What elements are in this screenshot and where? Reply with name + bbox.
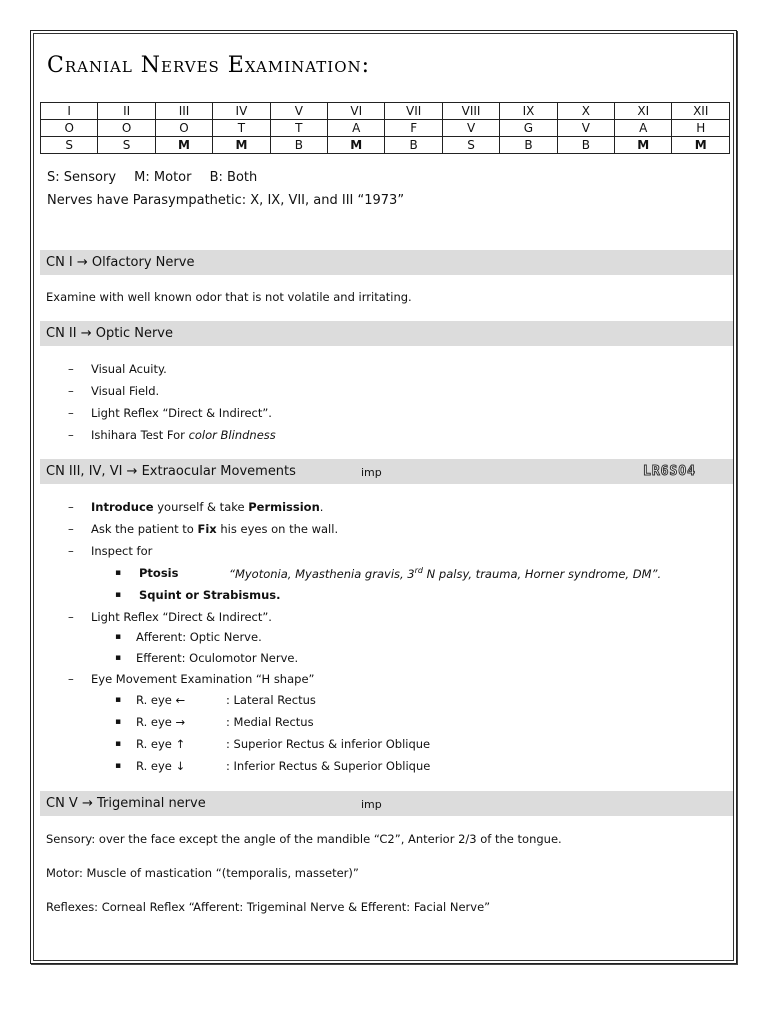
fix-pre: Ask the patient to xyxy=(91,522,198,536)
cn5-motor: Motor: Muscle of mastication “(temporalis, masseter)” xyxy=(46,866,359,880)
dash-marker: – xyxy=(68,362,74,376)
mnemonic-cell: H xyxy=(672,120,730,137)
ptosis-label: Ptosis xyxy=(139,566,179,580)
numeral-cell: VIII xyxy=(442,103,499,120)
parasympathetic-note: Nerves have Parasympathetic: X, IX, VII, and III “1973” xyxy=(47,193,405,208)
efferent-text: Efferent: Oculomotor Nerve. xyxy=(136,651,299,665)
fix-post: his eyes on the wall. xyxy=(216,522,339,536)
cn1-header: CN I → Olfactory Nerve xyxy=(40,250,733,275)
numeral-cell: XI xyxy=(615,103,672,120)
bullet-marker: ▪ xyxy=(115,590,122,600)
cn5-sensory: Sensory: over the face except the angle of the mandible “C2”, Anterior 2/3 of the tongue. xyxy=(46,832,562,846)
cranial-nerves-table xyxy=(40,102,730,154)
numeral-cell: X xyxy=(557,103,614,120)
dash-marker: – xyxy=(68,672,74,686)
numeral-cell: IX xyxy=(500,103,557,120)
cn2-item: Light Reflex “Direct & Indirect”. xyxy=(91,406,272,420)
type-cell: B xyxy=(500,137,557,154)
bullet-marker: ▪ xyxy=(115,717,122,727)
dash-marker: – xyxy=(68,428,74,442)
type-cell: B xyxy=(385,137,442,154)
numerals-row xyxy=(41,103,730,120)
ptosis-causes-b: N palsy, trauma, Horner syndrome, DM”. xyxy=(423,566,662,581)
cn3-header xyxy=(40,459,733,484)
numeral-cell: V xyxy=(270,103,327,120)
move-direction: R. eye ← xyxy=(136,693,186,707)
ishihara-italic: color Blindness xyxy=(188,428,276,442)
mnemonic-code: LR6SO4 xyxy=(643,464,696,479)
numeral-cell: XII xyxy=(672,103,730,120)
legend-motor: M: Motor xyxy=(134,170,192,185)
dash-marker: – xyxy=(68,522,74,536)
numeral-cell: II xyxy=(98,103,155,120)
introduce-mid: yourself & take xyxy=(153,500,249,514)
numeral-cell: I xyxy=(41,103,98,120)
type-cell: M xyxy=(672,137,730,154)
cn3-introduce xyxy=(91,500,323,514)
type-cell: S xyxy=(442,137,499,154)
afferent-text: Afferent: Optic Nerve. xyxy=(136,630,262,644)
mnemonic-cell: G xyxy=(500,120,557,137)
bullet-marker: ▪ xyxy=(115,739,122,749)
mnemonic-cell: V xyxy=(442,120,499,137)
move-muscle: : Superior Rectus & inferior Oblique xyxy=(226,737,431,751)
type-cell: M xyxy=(213,137,270,154)
dash-marker: – xyxy=(68,406,74,420)
mnemonic-cell: A xyxy=(615,120,672,137)
cn3-header-text: CN III, IV, VI → Extraocular Movements xyxy=(46,464,296,479)
mnemonic-cell: T xyxy=(213,120,270,137)
numeral-cell: VI xyxy=(328,103,385,120)
dash-marker: – xyxy=(68,544,74,558)
types-row xyxy=(41,137,730,154)
mnemonic-cell: O xyxy=(98,120,155,137)
legend-both: B: Both xyxy=(209,170,258,185)
ishihara-text: Ishihara Test For xyxy=(91,428,189,442)
type-cell: S xyxy=(41,137,98,154)
cn2-item: Visual Field. xyxy=(91,384,160,398)
legend xyxy=(47,170,271,185)
numeral-cell: IV xyxy=(213,103,270,120)
cn2-item: Visual Acuity. xyxy=(91,362,167,376)
type-cell: M xyxy=(155,137,212,154)
cn5-header-text: CN V → Trigeminal nerve xyxy=(46,796,206,811)
dash-marker: – xyxy=(68,384,74,398)
cn3-light-reflex: Light Reflex “Direct & Indirect”. xyxy=(91,610,272,624)
move-muscle: : Inferior Rectus & Superior Oblique xyxy=(226,759,431,773)
move-muscle: : Lateral Rectus xyxy=(226,693,316,707)
cn1-text: Examine with well known odor that is not volatile and irritating. xyxy=(46,290,412,304)
page-title: Cranial Nerves Examination: xyxy=(47,53,371,78)
imp-label: imp xyxy=(361,466,382,479)
cn5-reflexes: Reflexes: Corneal Reflex “Afferent: Trigeminal Nerve & Efferent: Facial Nerve” xyxy=(46,900,491,914)
imp-label: imp xyxy=(361,798,382,811)
cn3-inspect: Inspect for xyxy=(91,544,153,558)
mnemonic-cell: V xyxy=(557,120,614,137)
type-cell: M xyxy=(328,137,385,154)
cn3-fix xyxy=(91,522,338,536)
move-direction: R. eye → xyxy=(136,715,186,729)
ptosis-sup: rd xyxy=(414,566,424,575)
legend-sensory: S: Sensory xyxy=(47,170,117,185)
move-direction: R. eye ↑ xyxy=(136,737,186,751)
introduce-bold: Introduce xyxy=(91,500,154,514)
dash-marker: – xyxy=(68,610,74,624)
type-cell: B xyxy=(557,137,614,154)
type-cell: M xyxy=(615,137,672,154)
permission-bold: Permission xyxy=(248,500,320,514)
type-cell: B xyxy=(270,137,327,154)
move-muscle: : Medial Rectus xyxy=(226,715,314,729)
mnemonic-cell: F xyxy=(385,120,442,137)
bullet-marker: ▪ xyxy=(115,653,122,663)
mnemonic-row xyxy=(41,120,730,137)
mnemonic-cell: A xyxy=(328,120,385,137)
ptosis-causes xyxy=(229,566,661,581)
fix-bold: Fix xyxy=(197,522,217,536)
eye-movement-title: Eye Movement Examination “H shape” xyxy=(91,672,315,686)
squint-label: Squint or Strabismus. xyxy=(139,588,281,602)
type-cell: S xyxy=(98,137,155,154)
ptosis-causes-a: “Myotonia, Myasthenia gravis, 3 xyxy=(229,566,415,581)
move-direction: R. eye ↓ xyxy=(136,759,186,773)
mnemonic-cell: T xyxy=(270,120,327,137)
mnemonic-cell: O xyxy=(41,120,98,137)
bullet-marker: ▪ xyxy=(115,632,122,642)
bullet-marker: ▪ xyxy=(115,568,122,578)
bullet-marker: ▪ xyxy=(115,761,122,771)
mnemonic-cell: O xyxy=(155,120,212,137)
dash-marker: – xyxy=(68,500,74,514)
numeral-cell: III xyxy=(155,103,212,120)
document-page xyxy=(30,30,737,964)
cn2-ishihara xyxy=(91,428,276,442)
cn2-header: CN II → Optic Nerve xyxy=(40,321,733,346)
bullet-marker: ▪ xyxy=(115,695,122,705)
introduce-end: . xyxy=(319,500,324,514)
cn5-header xyxy=(40,791,733,816)
numeral-cell: VII xyxy=(385,103,442,120)
